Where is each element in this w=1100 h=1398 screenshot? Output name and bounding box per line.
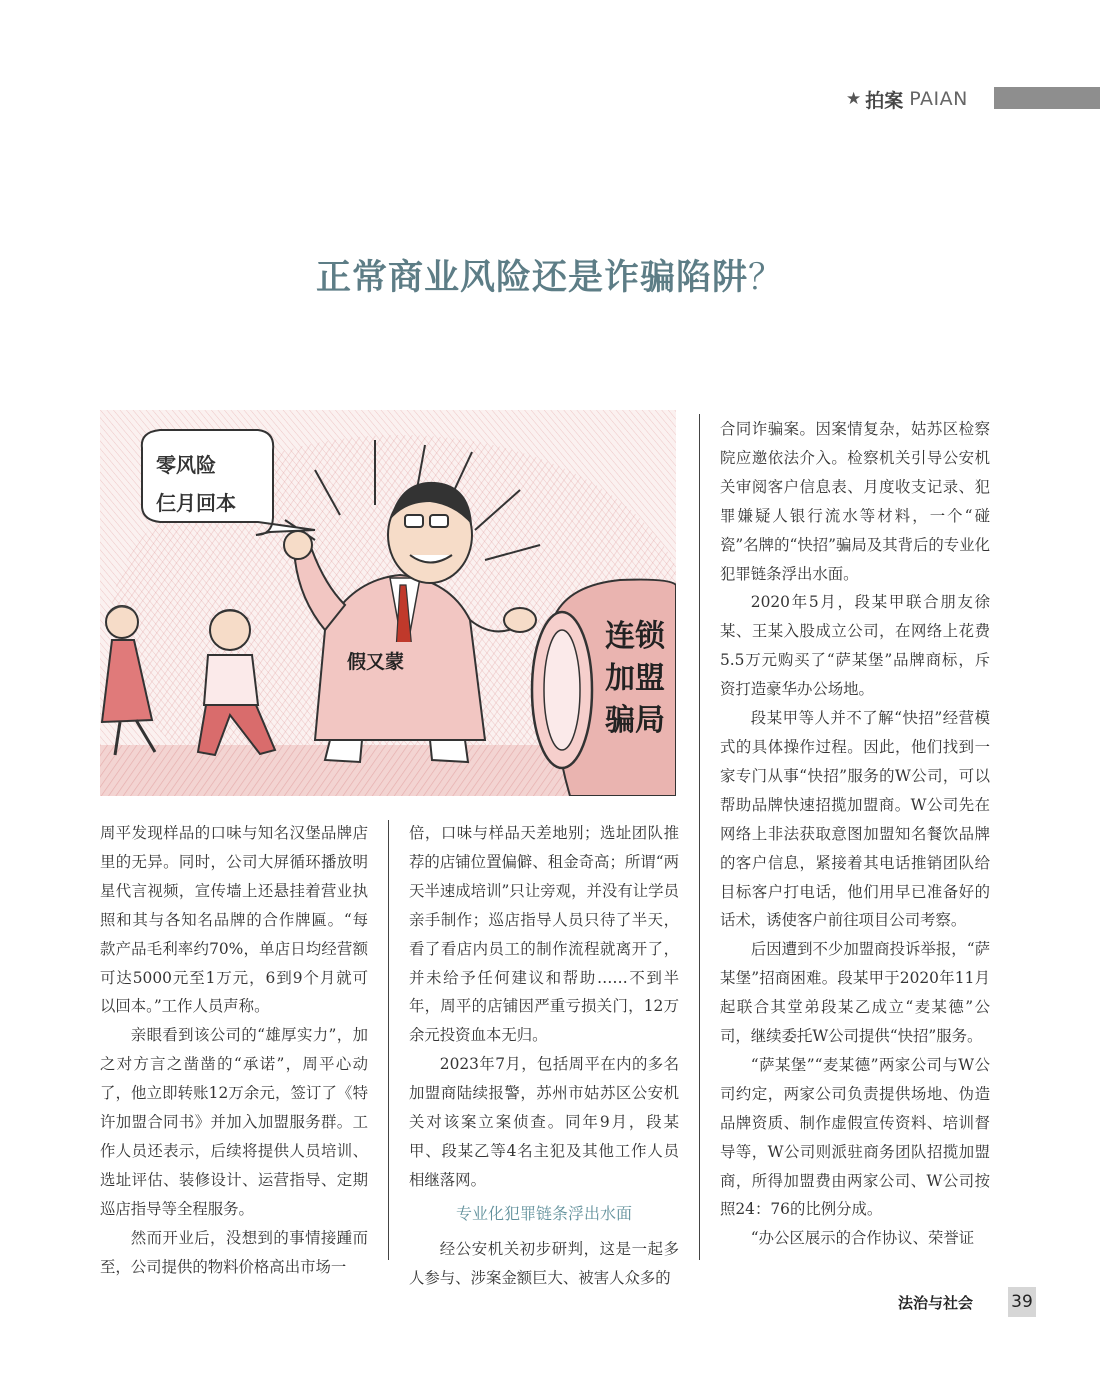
page-number: 39 xyxy=(1008,1287,1036,1317)
column-divider-right xyxy=(699,414,700,1260)
paragraph: 亲眼看到该公司的“雄厚实力”，加之对方言之凿凿的“承诺”，周平心动了，他立即转账12万余元，签订了《特许加盟合同书》并加入加盟服务群。工作人员还表示，后续将提供人员培训、选址评估、装修设计、运营指导、定期巡店指导等全程服务。 xyxy=(100,1026,368,1218)
paragraph: 2023年7月，包括周平在内的多名加盟商陆续报警，苏州市姑苏区公安机关对该案立案侦查。同年9月，段某甲、段某乙等4名主犯及其他工作人员相继落网。 xyxy=(409,1055,679,1189)
speech-bubble-line1: 零风险 xyxy=(156,453,216,477)
section-tag xyxy=(846,86,968,112)
column-divider-left xyxy=(388,820,389,1260)
article-column-2 xyxy=(409,819,679,1293)
paragraph: 周平发现样品的口味与知名汉堡品牌店里的无异。同时，公司大屏循环播放明星代言视频，宣传墙上还悬挂着营业执照和其与各知名品牌的合作牌匾。“每款产品毛利率约70%，单店日均经营额可达5000元至1万元，6到9个月就可以回本。”工作人员声称。 xyxy=(100,824,368,1016)
publication-name: 法治与社会 xyxy=(898,1294,974,1312)
paragraph: “萨某堡”“麦某德”两家公司与W公司约定，两家公司负责提供场地、伪造品牌资质、制作虚假宣传资料、培训督导等，W公司则派驻商务团队招揽加盟商，所得加盟费由两家公司、W公司按照24：76的比例分成。 xyxy=(720,1055,990,1219)
cartoon-illustration xyxy=(100,410,676,796)
section-name: 拍案 xyxy=(865,89,904,112)
paragraph: 后因遭到不少加盟商投诉举报，“萨某堡”招商困难。段某甲于2020年11月起联合其堂弟段某乙成立“麦某德”公司，继续委托W公司提供“快招”服务。 xyxy=(720,940,990,1046)
article-column-3 xyxy=(720,415,990,1253)
title-question-mark: ？ xyxy=(748,258,785,298)
paragraph: 合同诈骗案。因案情复杂，姑苏区检察院应邀依法介入。检察机关引导公安机关审阅客户信息表、月度收支记录、犯罪嫌疑人银行流水等材料，一个“碰瓷”名牌的“快招”骗局及其背后的专业化犯罪链条浮出水面。 xyxy=(720,420,990,583)
paragraph: “办公区展示的合作协议、荣誉证 xyxy=(750,1229,975,1248)
article-title-text: 正常商业风险还是诈骗陷阱 xyxy=(315,258,748,298)
jar-text-line2: 加盟 xyxy=(605,661,665,696)
speech-bubble-line2: 仨月回本 xyxy=(156,491,236,515)
header-decorative-bar xyxy=(994,87,1100,109)
jar-text-line1: 连锁 xyxy=(605,619,665,654)
paragraph: 段某甲等人并不了解“快招”经营模式的具体操作过程。因此，他们找到一家专门从事“快招”服务的W公司，可以帮助品牌快速招揽加盟商。W公司先在网络上非法获取意图加盟知名餐饮品牌的客户信息，紧接着其电话推销团队给目标客户打电话，他们用早已准备好的话术，诱使客户前往项目公司考察。 xyxy=(720,709,990,930)
paragraph: 2020年5月，段某甲联合朋友徐某、王某入股成立公司，在网络上花费5.5万元购买了“萨某堡”品牌商标，斥资打造豪华办公场地。 xyxy=(720,593,990,699)
article-column-1 xyxy=(100,819,368,1282)
paragraph: 然而开业后，没想到的事情接踵而至，公司提供的物料价格高出市场一 xyxy=(100,1228,368,1276)
star-icon: ★ xyxy=(846,89,862,109)
paragraph: 倍，口味与样品天差地别；选址团队推荐的店铺位置偏僻、租金奇高；所谓“两天半速成培训”只让旁观，并没有让学员亲手制作；巡店指导人员只待了半天，看了看店内员工的制作流程就离开了，并未给予任何建议和帮助……不到半年，周平的店铺因严重亏损关门，12万余元投资血本无归。 xyxy=(409,824,679,1045)
section-name-english: PAIAN xyxy=(909,88,968,110)
article-title xyxy=(0,250,1100,300)
paragraph: 经公安机关初步研判，这是一起多人参与、涉案金额巨大、被害人众多的 xyxy=(409,1239,679,1287)
section-subheading: 专业化犯罪链条浮出水面 xyxy=(455,1203,632,1223)
salesman-suit-label: 假又蒙 xyxy=(347,651,405,673)
jar-text-line3: 骗局 xyxy=(605,703,665,738)
